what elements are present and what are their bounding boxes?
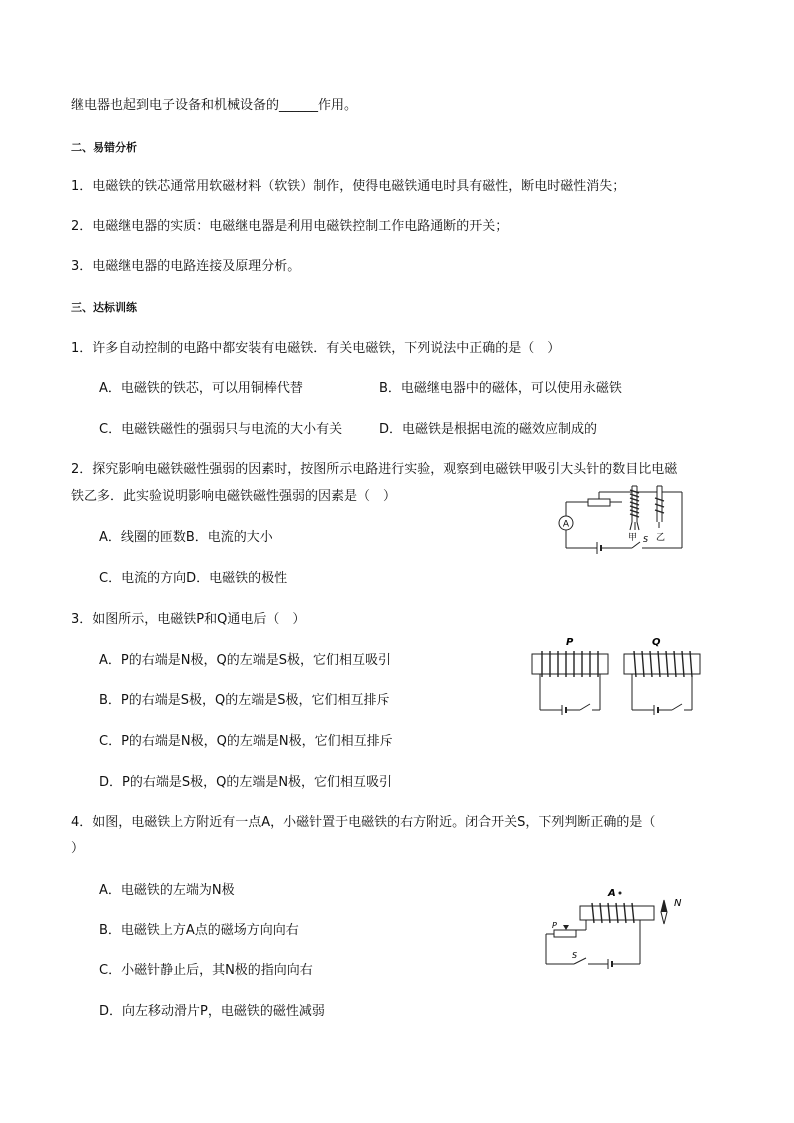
q4-stem-line2: ）	[71, 841, 85, 856]
q1-option-c: C．电磁铁磁性的强弱只与电流的大小有关	[99, 422, 343, 437]
electromagnet-p-label: P	[566, 637, 574, 648]
section2-item-1: 1．电磁铁的铁芯通常用软磁材料（软铁）制作，使得电磁铁通电时具有磁性，断电时磁性消失；	[71, 179, 626, 194]
q3-electromagnets-figure	[528, 634, 704, 718]
compass-n-label: N	[674, 898, 682, 909]
q2-options-cd: C．电流的方向D．电磁铁的极性	[99, 571, 288, 586]
q1-option-b: B．电磁继电器中的磁体，可以使用永磁铁	[379, 381, 622, 396]
q1-option-a: A．电磁铁的铁芯，可以用铜棒代替	[99, 381, 303, 396]
q3-stem: 3．如图所示，电磁铁P和Q通电后（ ）	[71, 612, 306, 627]
q4-option-a: A．电磁铁的左端为N极	[99, 883, 235, 898]
q1-stem: 1．许多自动控制的电路中都安装有电磁铁．有关电磁铁，下列说法中正确的是（ ）	[71, 341, 561, 356]
section3-heading: 三、达标训练	[71, 301, 137, 314]
q4-option-c: C．小磁针静止后，其N极的指向向右	[99, 963, 313, 978]
q4-circuit-figure	[536, 884, 688, 972]
q3-option-d: D．P的右端是S极，Q的左端是N极，它们相互吸引	[99, 775, 393, 790]
switch-s-label: S	[643, 535, 649, 544]
q3-option-b: B．P的右端是S极，Q的左端是S极，它们相互排斥	[99, 693, 390, 708]
q4-option-b: B．电磁铁上方A点的磁场方向向右	[99, 923, 299, 938]
point-a-label: A	[608, 888, 616, 899]
section2-item-3: 3．电磁继电器的电路连接及原理分析。	[71, 259, 301, 274]
q4-stem-line1: 4．如图，电磁铁上方附近有一点A，小磁针置于电磁铁的右方附近。闭合开关S，下列判断正确的是（	[71, 815, 656, 830]
q3-option-c: C．P的右端是N极，Q的左端是N极，它们相互排斥	[99, 734, 393, 749]
q1-option-d: D．电磁铁是根据电流的磁效应制成的	[379, 422, 598, 437]
q3-option-a: A．P的右端是N极，Q的左端是S极，它们相互吸引	[99, 653, 391, 668]
section2-heading: 二、易错分析	[71, 141, 137, 154]
slider-p-label: P	[552, 921, 557, 930]
q2-options-ab: A．线圈的匝数B．电流的大小	[99, 530, 273, 545]
electromagnet-jia-label: 甲	[628, 533, 638, 543]
ammeter-label: A	[562, 519, 570, 530]
intro-text: 继电器也起到电子设备和机械设备的______作用。	[71, 98, 358, 113]
q2-circuit-figure	[552, 478, 690, 554]
q2-stem-line2: 铁乙多．此实验说明影响电磁铁磁性强弱的因素是（ ）	[71, 489, 397, 504]
electromagnet-q-label: Q	[652, 637, 661, 648]
switch-s-label: S	[572, 951, 578, 960]
q2-stem-line1: 2．探究影响电磁铁磁性强弱的因素时，按图所示电路进行实验，观察到电磁铁甲吸引大头针的数目比电磁	[71, 462, 678, 477]
section2-item-2: 2．电磁继电器的实质：电磁继电器是利用电磁铁控制工作电路通断的开关；	[71, 219, 509, 234]
electromagnet-yi-label: 乙	[656, 533, 666, 543]
q4-option-d: D．向左移动滑片P，电磁铁的磁性减弱	[99, 1004, 325, 1019]
